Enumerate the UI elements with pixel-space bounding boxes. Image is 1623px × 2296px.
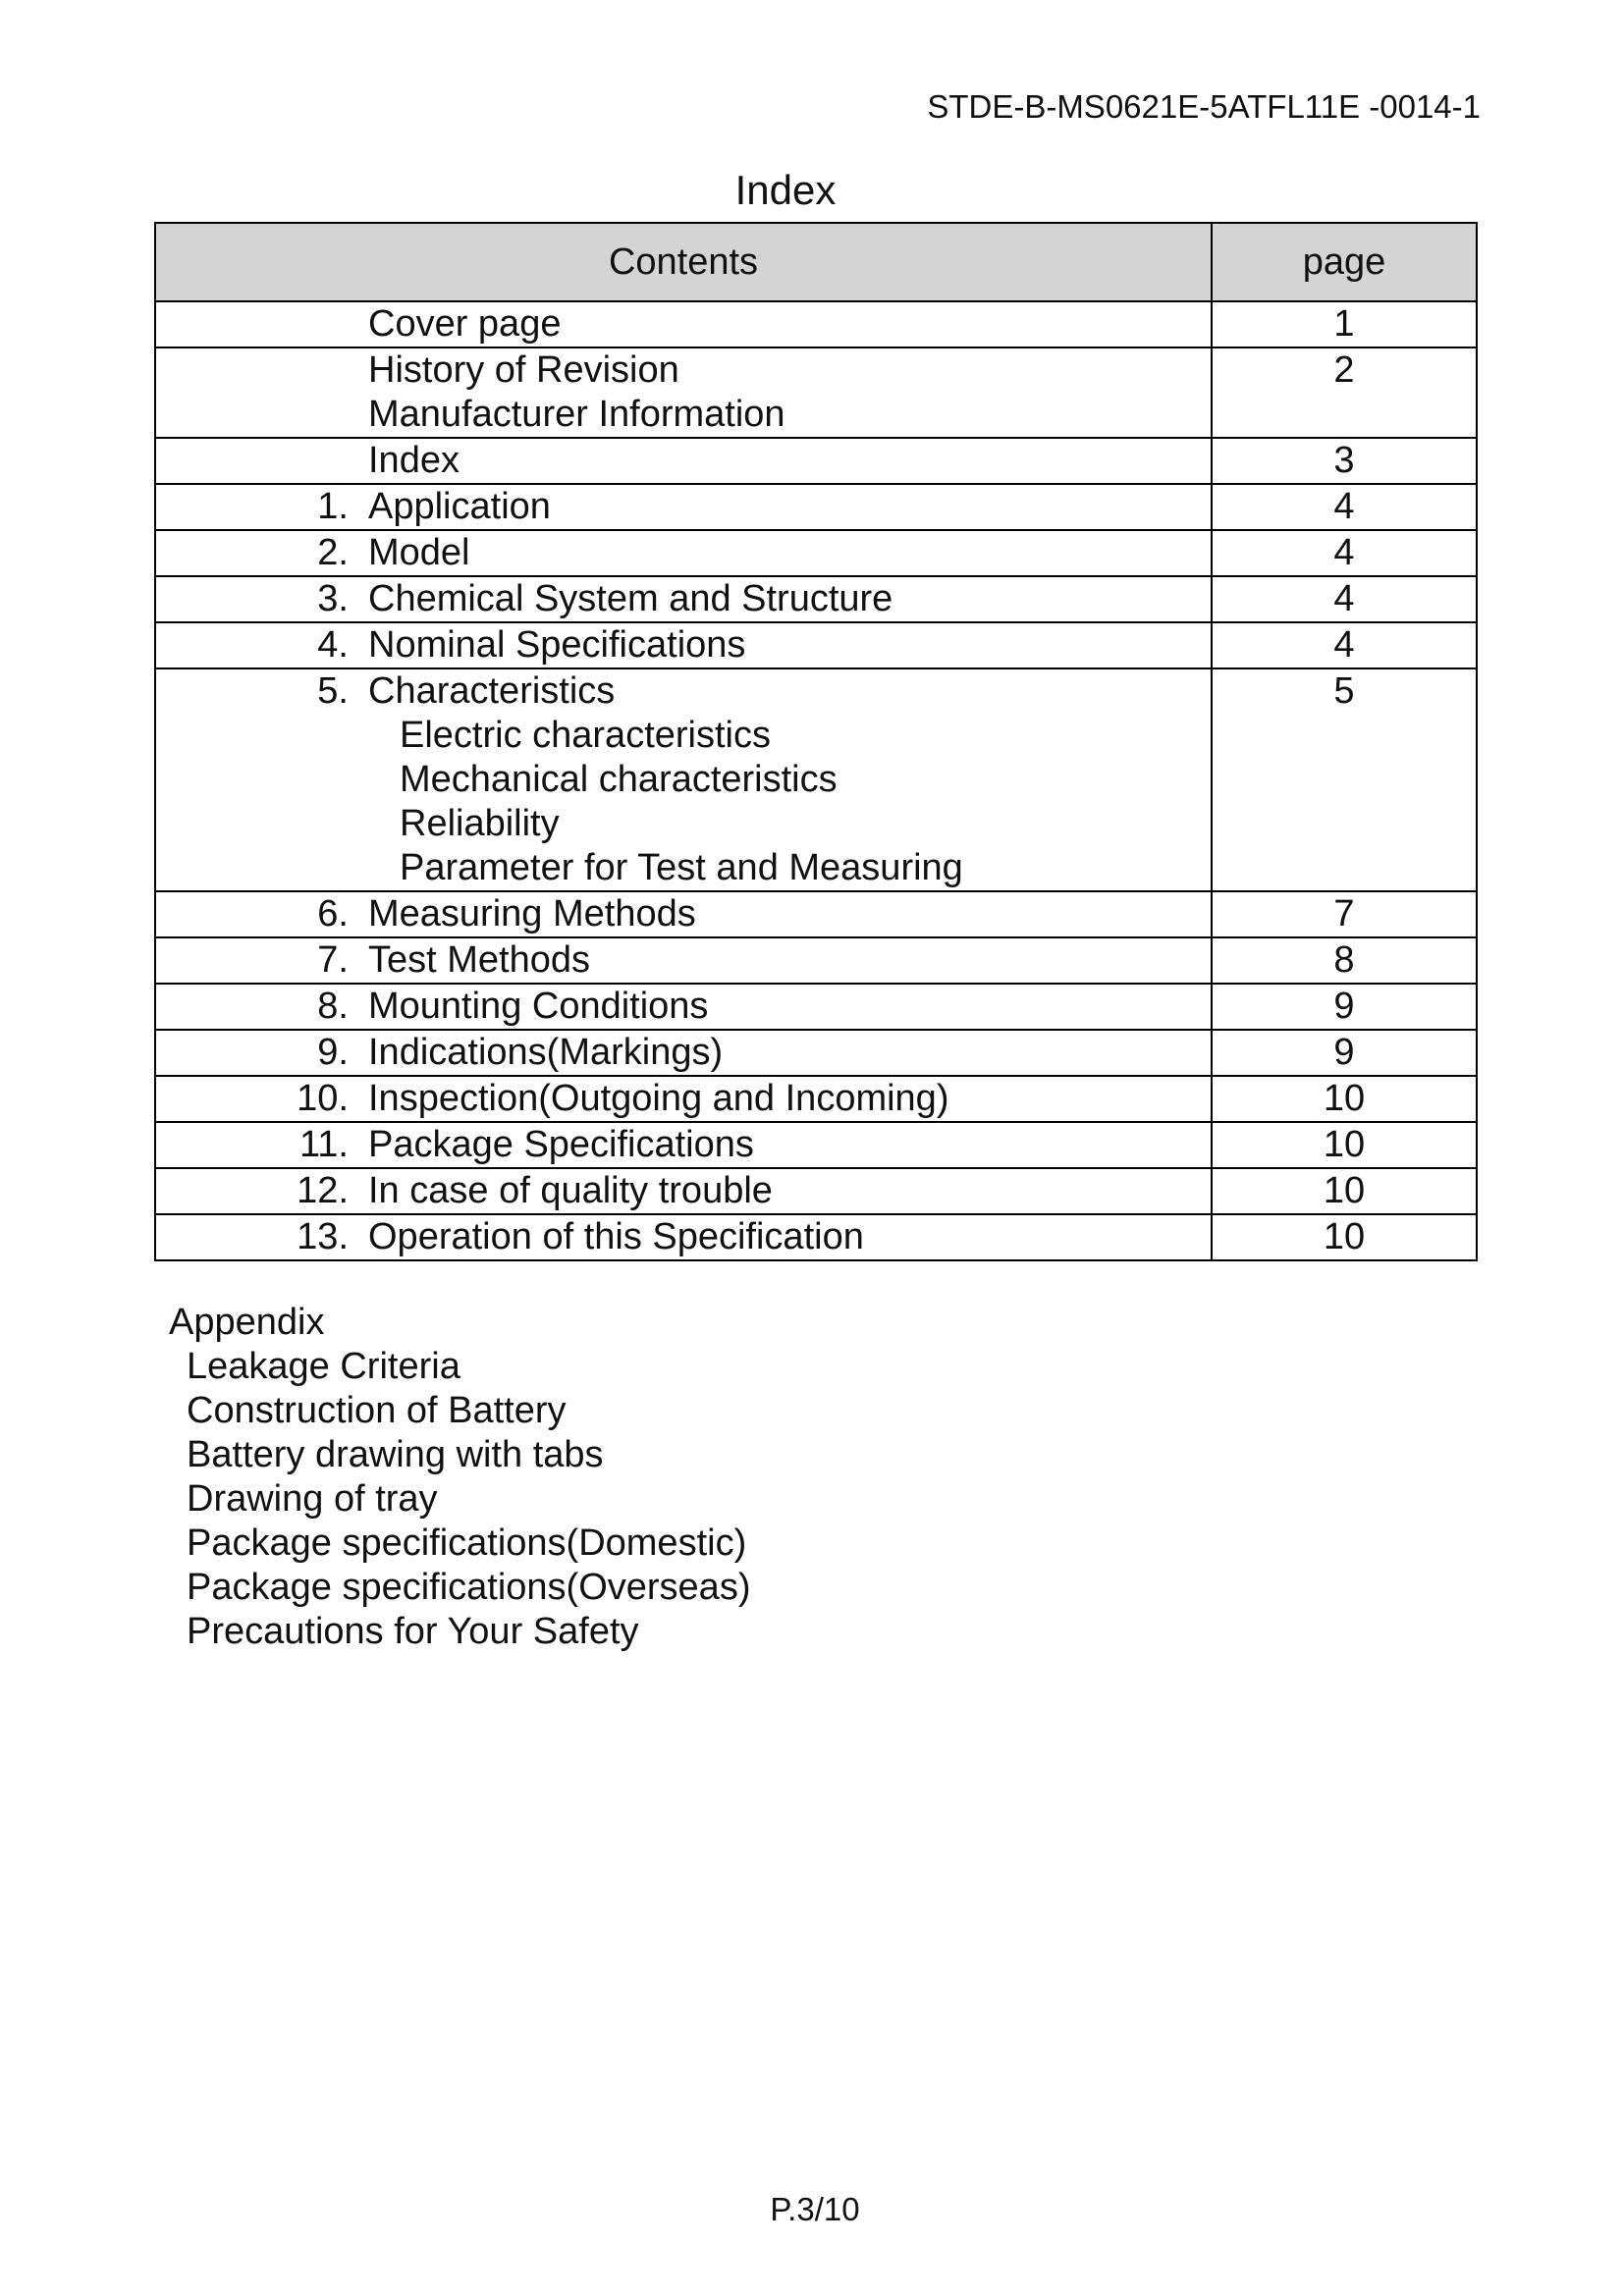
section-title: Operation of this Specification xyxy=(368,1216,864,1257)
page-number-cell: 4 xyxy=(1212,622,1477,668)
page-number-cell: 7 xyxy=(1212,891,1477,937)
contents-cell xyxy=(155,301,1212,347)
section-number: 10. xyxy=(297,1078,349,1119)
section-number: 2. xyxy=(317,532,349,573)
table-row xyxy=(155,1168,1477,1214)
page-number-cell: 10 xyxy=(1212,1122,1477,1168)
index-table xyxy=(154,222,1478,1261)
subsection-title: Electric characteristics xyxy=(400,715,771,756)
contents-cell xyxy=(155,891,1212,937)
table-row xyxy=(155,530,1477,576)
section-title: Package Specifications xyxy=(368,1124,754,1165)
page-number-cell: 4 xyxy=(1212,530,1477,576)
appendix-item: Battery drawing with tabs xyxy=(187,1434,604,1475)
section-title: Test Methods xyxy=(368,939,590,981)
contents-cell xyxy=(155,484,1212,530)
section-number: 4. xyxy=(317,624,349,666)
section-number xyxy=(156,348,368,437)
contents-cell xyxy=(155,622,1212,668)
contents-header: Contents xyxy=(155,223,1212,301)
table-row xyxy=(155,347,1477,438)
appendix-item: Package specifications(Domestic) xyxy=(187,1522,747,1564)
contents-cell xyxy=(155,438,1212,484)
table-row xyxy=(155,484,1477,530)
appendix-section xyxy=(169,1301,750,1654)
page-header: page xyxy=(1212,223,1477,301)
section-title: Index xyxy=(368,440,460,481)
index-table-body xyxy=(155,301,1477,1260)
appendix-item: Precautions for Your Safety xyxy=(187,1611,639,1652)
page-number-cell: 2 xyxy=(1212,347,1477,438)
section-title: Manufacturer Information xyxy=(368,394,785,435)
table-row xyxy=(155,438,1477,484)
contents-cell xyxy=(155,1030,1212,1076)
section-title: History of Revision xyxy=(368,349,679,391)
section-title: Characteristics xyxy=(368,670,616,712)
appendix-list xyxy=(169,1345,750,1654)
page-number-cell: 10 xyxy=(1212,1076,1477,1122)
section-title: Inspection(Outgoing and Incoming) xyxy=(368,1078,949,1119)
section-number: 11. xyxy=(298,1124,349,1165)
section-title: Chemical System and Structure xyxy=(368,578,893,619)
table-row xyxy=(155,984,1477,1030)
appendix-item: Construction of Battery xyxy=(187,1390,567,1431)
section-number: 5. xyxy=(317,670,349,712)
contents-cell xyxy=(155,937,1212,984)
section-number: 9. xyxy=(317,1032,349,1073)
section-title: Measuring Methods xyxy=(368,893,696,934)
page-number-cell: 10 xyxy=(1212,1214,1477,1260)
page-number-cell: 5 xyxy=(1212,668,1477,891)
section-title: Nominal Specifications xyxy=(368,624,746,666)
page-number-cell: 4 xyxy=(1212,484,1477,530)
section-title: Indications(Markings) xyxy=(368,1032,724,1073)
index-table-header xyxy=(155,223,1477,301)
subsection-title: Reliability xyxy=(400,803,560,844)
page-number-footer: P.3/10 xyxy=(770,2191,860,2227)
section-title: Application xyxy=(368,486,551,527)
section-number xyxy=(156,439,368,483)
contents-cell xyxy=(155,668,1212,891)
table-row xyxy=(155,576,1477,622)
section-title: Model xyxy=(368,532,470,573)
page-number-cell: 4 xyxy=(1212,576,1477,622)
page-number-cell: 9 xyxy=(1212,1030,1477,1076)
appendix-heading: Appendix xyxy=(169,1302,325,1343)
page-number-cell: 3 xyxy=(1212,438,1477,484)
document-number: STDE-B-MS0621E-5ATFL11E -0014-1 xyxy=(927,88,1481,125)
page-number-cell: 8 xyxy=(1212,937,1477,984)
appendix-item: Leakage Criteria xyxy=(187,1346,460,1387)
contents-cell xyxy=(155,1214,1212,1260)
page-title: Index xyxy=(734,167,837,213)
subsection-title: Parameter for Test and Measuring xyxy=(400,847,963,888)
table-row xyxy=(155,1214,1477,1260)
page-number-cell: 10 xyxy=(1212,1168,1477,1214)
table-row xyxy=(155,1122,1477,1168)
table-row xyxy=(155,668,1477,891)
contents-cell xyxy=(155,530,1212,576)
contents-cell xyxy=(155,984,1212,1030)
page-number-cell: 9 xyxy=(1212,984,1477,1030)
table-row xyxy=(155,891,1477,937)
section-number: 8. xyxy=(317,986,349,1027)
table-row xyxy=(155,301,1477,347)
contents-cell xyxy=(155,1122,1212,1168)
contents-cell xyxy=(155,1168,1212,1214)
section-number: 1. xyxy=(317,486,349,527)
section-title: In case of quality trouble xyxy=(368,1170,773,1211)
appendix-item: Drawing of tray xyxy=(187,1478,438,1520)
contents-cell xyxy=(155,347,1212,438)
appendix-item: Package specifications(Overseas) xyxy=(187,1567,751,1608)
section-title: Cover page xyxy=(368,303,562,345)
subsection-title: Mechanical characteristics xyxy=(400,759,838,800)
section-number: 6. xyxy=(317,893,349,934)
section-number: 13. xyxy=(297,1216,349,1257)
contents-cell xyxy=(155,1076,1212,1122)
table-row xyxy=(155,622,1477,668)
section-number: 3. xyxy=(317,578,349,619)
table-row xyxy=(155,1030,1477,1076)
page-number-cell: 1 xyxy=(1212,301,1477,347)
section-number xyxy=(156,302,368,347)
section-number: 7. xyxy=(317,939,349,981)
section-title: Mounting Conditions xyxy=(368,986,709,1027)
contents-cell xyxy=(155,576,1212,622)
section-number: 12. xyxy=(297,1170,349,1211)
table-row xyxy=(155,937,1477,984)
table-row xyxy=(155,1076,1477,1122)
